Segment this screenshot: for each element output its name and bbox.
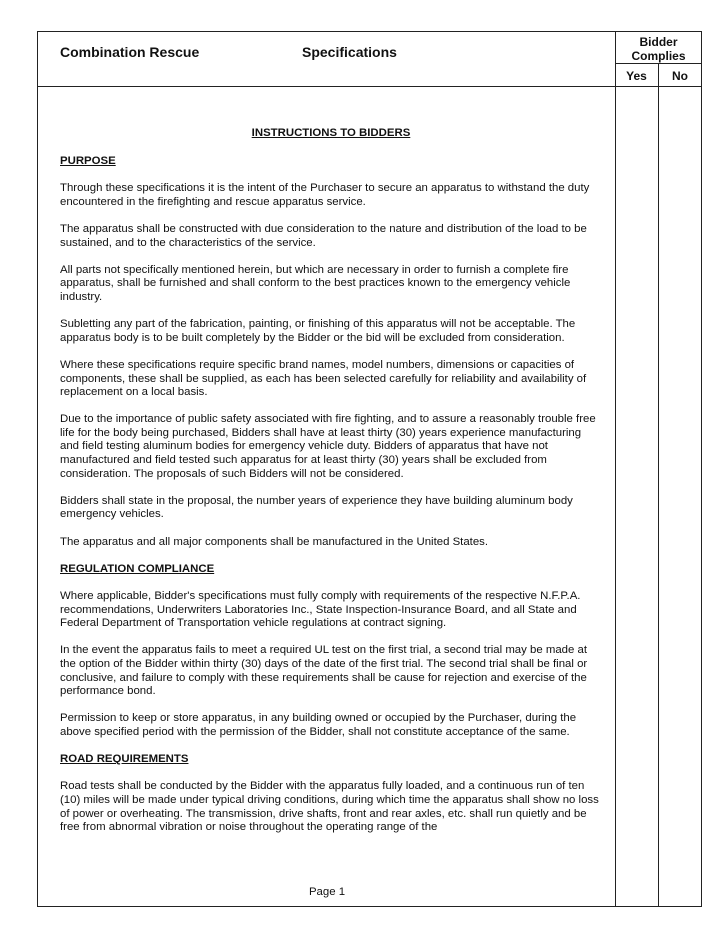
header-divider bbox=[38, 86, 615, 87]
paragraph: In the event the apparatus fails to meet a required UL test on the first trial, a second trial may be made at the option of the Bidder within thirty (30) days of the date of the first trial. The second trial shall be final or conclusive, and failure to comply with these requirements shall be cause for rejection and exercise of the performance bond. bbox=[60, 644, 588, 698]
regulation-compliance-heading: REGULATION COMPLIANCE bbox=[60, 562, 215, 575]
paragraph: All parts not specifically mentioned herein, but which are necessary in order to furnish a complete fire apparatus, shall be furnished and shall conform to the best practices known to the emergency vehicle industry. bbox=[60, 263, 571, 303]
bidder-label: Bidder bbox=[639, 35, 678, 49]
paragraph: The apparatus and all major components shall be manufactured in the United States. bbox=[60, 535, 489, 548]
complies-label: Complies bbox=[631, 49, 686, 63]
bidder-column-divider bbox=[615, 32, 616, 906]
bidder-complies-header bbox=[615, 35, 702, 63]
paragraph: The apparatus shall be constructed with due consideration to the nature and distribution of the load to be sustained, and to the characteristics of the service. bbox=[60, 222, 587, 249]
paragraph: Where applicable, Bidder's specifications must fully comply with requirements of the respective N.F.P.A. recommendations, Underwriters Laboratories Inc., State Inspection-Insurance Board, and all State and Federal Department of Transportation vehicle regulations at contract signing. bbox=[60, 590, 581, 630]
paragraph: Road tests shall be conducted by the Bidder with the apparatus fully loaded, and a continuous run of ten (10) miles will be made under typical driving conditions, during which time the apparatus shall show no loss of power or overheating. The transmission, drive shafts, front and rear axles, etc. shall run quietly and be free from abnormal vibration or noise throughout the operating range of the bbox=[60, 780, 599, 834]
instructions-body bbox=[60, 127, 602, 848]
no-column-header: No bbox=[672, 69, 688, 83]
road-requirements-heading: ROAD REQUIREMENTS bbox=[60, 753, 189, 766]
yes-column-header: Yes bbox=[626, 69, 647, 83]
paragraph: Through these specifications it is the intent of the Purchaser to secure an apparatus to withstand the duty encountered in the firefighting and rescue apparatus service. bbox=[60, 182, 590, 208]
document-title: Combination Rescue bbox=[60, 44, 200, 60]
paragraph: Due to the importance of public safety associated with fire fighting, and to assure a reasonably trouble free life for the body being purchased, Bidders shall have at least thirty (30) years experience manufacturing and field testing aluminum bodies for emergency vehicle duty. Bidders of apparatus that have not manufactured and field tested such apparatus for at least thirty (30) years shall be excluded from consideration. The proposals of such Bidders will not be considered. bbox=[60, 413, 596, 480]
specification-page-frame bbox=[37, 31, 702, 907]
section-title: Specifications bbox=[302, 44, 397, 60]
yes-no-column-divider bbox=[658, 63, 659, 906]
yes-no-header-divider bbox=[615, 86, 702, 87]
instructions-title: INSTRUCTIONS TO BIDDERS bbox=[251, 127, 411, 139]
paragraph: Where these specifications require specific brand names, model numbers, dimensions or capacities of components, these shall be supplied, as each has been selected carefully for reliability and availability of replacement on a local basis. bbox=[60, 358, 587, 399]
paragraph: Subletting any part of the fabrication, painting, or finishing of this apparatus will not be acceptable. The apparatus body is to be built completely by the Bidder or the bid will be excluded from consideration. bbox=[60, 318, 576, 344]
paragraph: Bidders shall state in the proposal, the number years of experience they have building aluminum body emergency vehicles. bbox=[60, 494, 573, 521]
paragraph: Permission to keep or store apparatus, in any building owned or occupied by the Purchaser, during the above specified period with the permission of the Bidder, shall not constitute acceptance of the same. bbox=[60, 712, 577, 738]
page-number: Page 1 bbox=[308, 886, 346, 898]
bidder-subheader-divider bbox=[615, 63, 702, 64]
purpose-heading: PURPOSE bbox=[60, 154, 116, 167]
